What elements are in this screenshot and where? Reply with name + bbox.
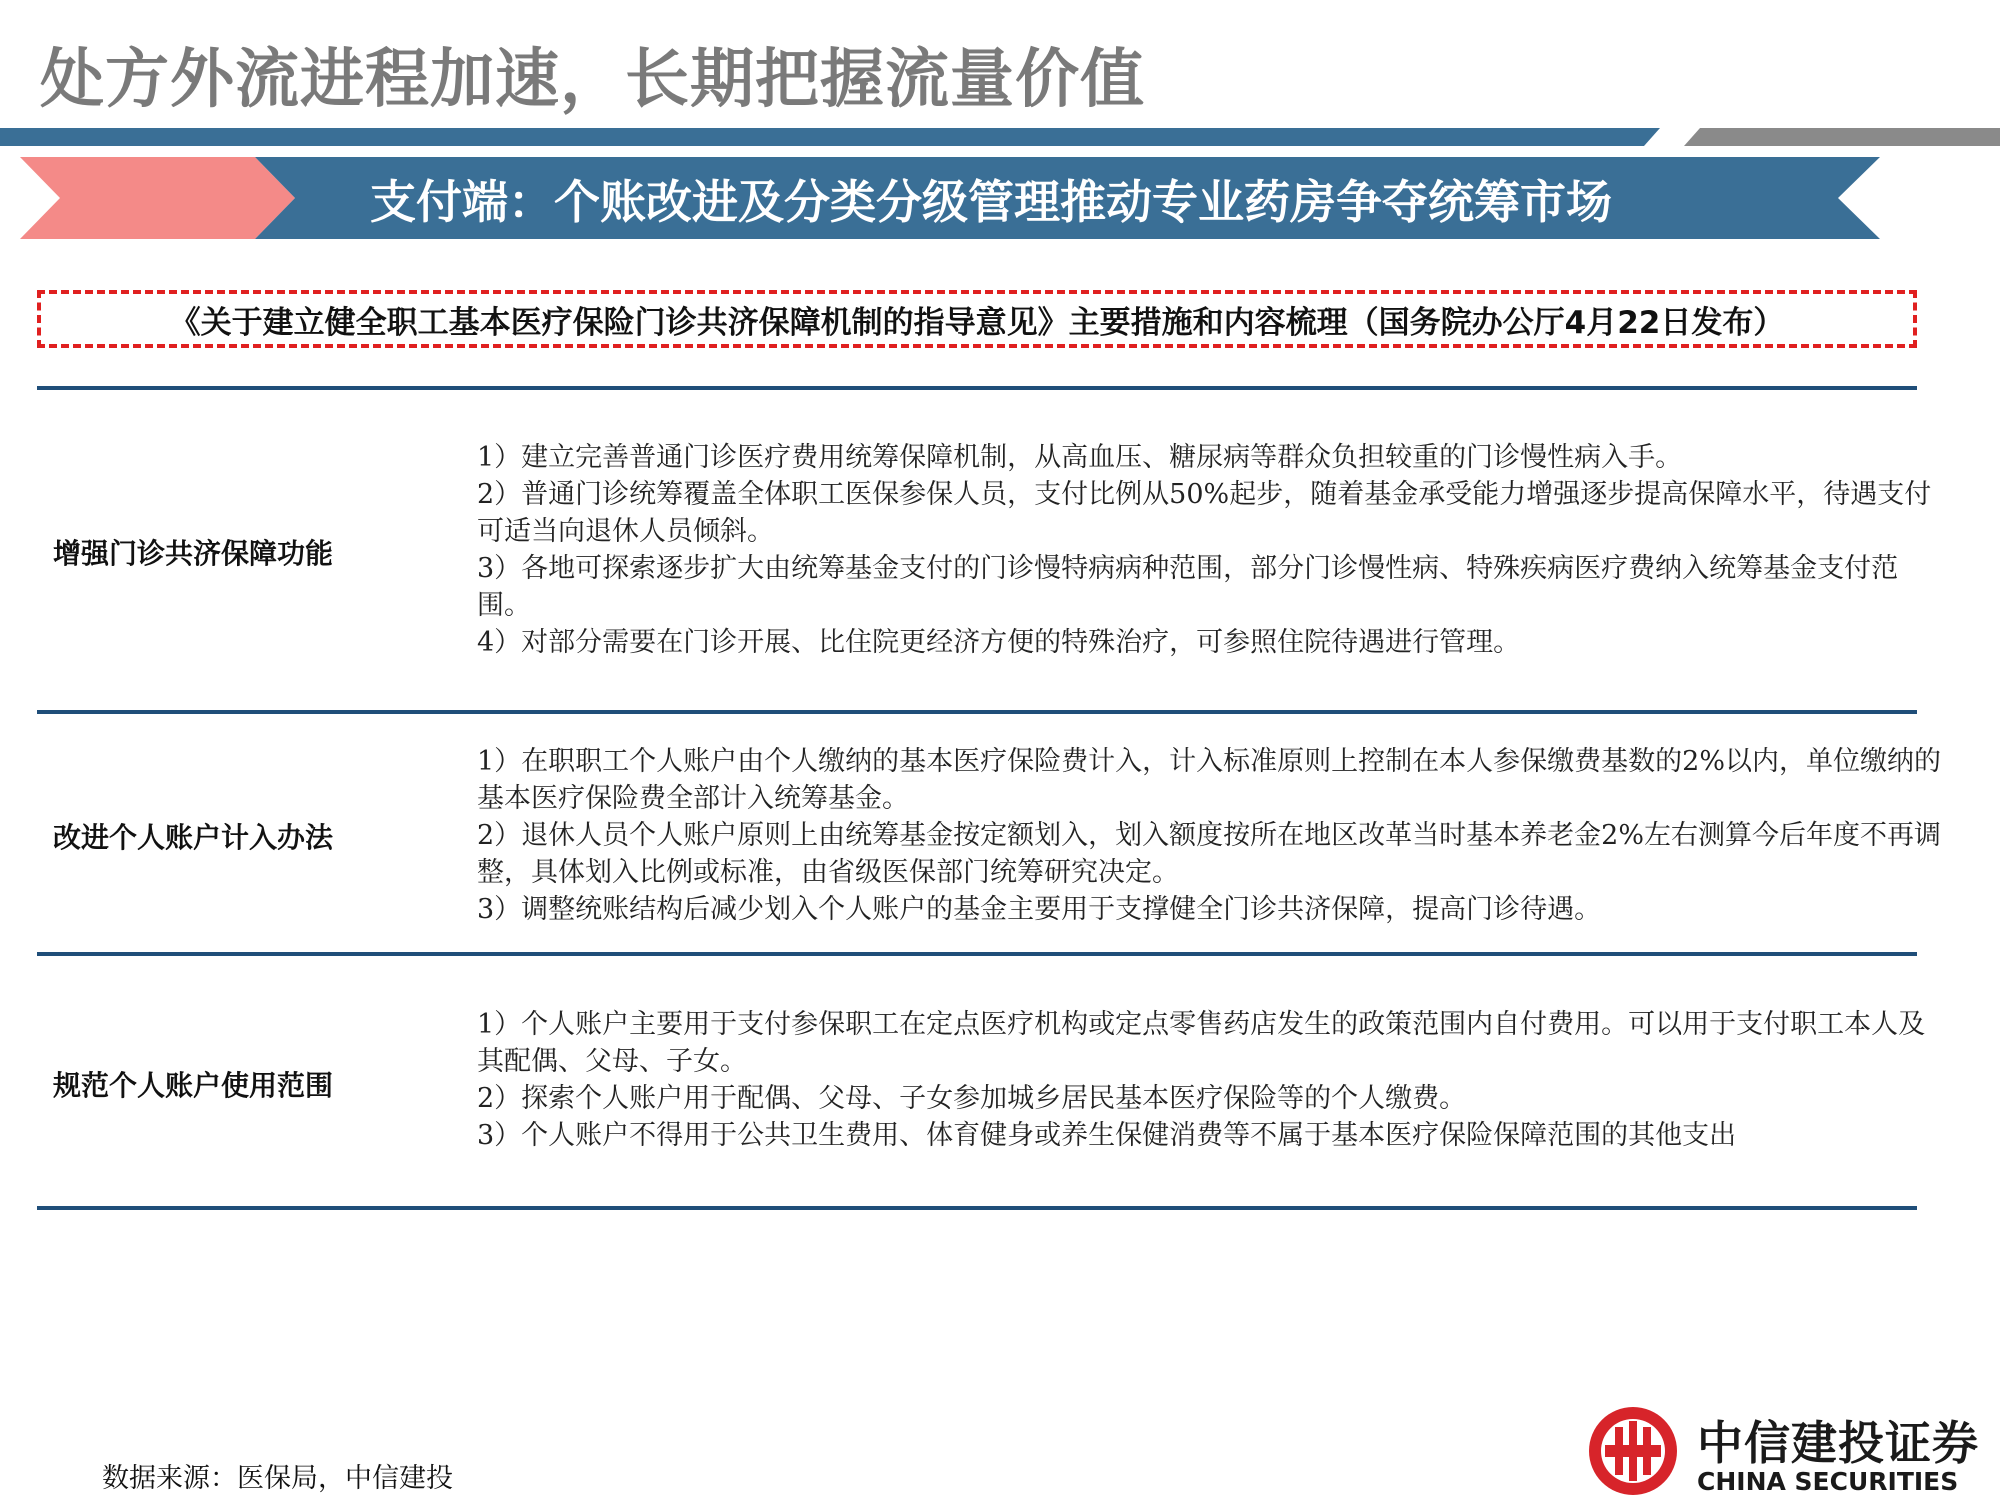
data-source-note: 数据来源：医保局，中信建投 bbox=[102, 1463, 453, 1494]
row-item: 2）退休人员个人账户原则上由统筹基金按定额划入，划入额度按所在地区改革当时基本养老金2%左右测算今后年度不再调整，具体划入比例或标准，由省级医保部门统筹研究决定。 bbox=[477, 820, 1942, 888]
row-item: 2）探索个人账户用于配偶、父母、子女参加城乡居民基本医疗保险等的个人缴费。 bbox=[477, 1083, 1467, 1114]
page-title: 处方外流进程加速，长期把握流量价值 bbox=[40, 43, 1145, 117]
title-divider bbox=[0, 128, 2000, 150]
document-title-box bbox=[37, 290, 1917, 348]
logo-name-en: CHINA SECURITIES bbox=[1697, 1467, 1959, 1496]
company-logo bbox=[1585, 1405, 1995, 1497]
row-item: 3）调整统账结构后减少划入个人账户的基金主要用于支撑健全门诊共济保障，提高门诊待遇。 bbox=[477, 894, 1602, 925]
citic-logo-icon bbox=[1585, 1405, 1681, 1497]
section-banner-text: 支付端：个账改进及分类分级管理推动专业药房争夺统筹市场 bbox=[370, 175, 1612, 229]
table-row bbox=[37, 956, 1926, 1206]
row-item: 4）对部分需要在门诊开展、比住院更经济方便的特殊治疗，可参照住院待遇进行管理。 bbox=[477, 627, 1521, 658]
row-item: 2）普通门诊统筹覆盖全体职工医保参保人员，支付比例从50%起步，随着基金承受能力增强逐步提高保障水平，待遇支付可适当向退休人员倾斜。 bbox=[477, 479, 1932, 547]
table-row bbox=[37, 714, 1942, 952]
row-content bbox=[477, 439, 1949, 661]
row-label: 改进个人账户计入办法 bbox=[53, 821, 334, 854]
row-content bbox=[477, 743, 1949, 928]
row-content bbox=[477, 1006, 1949, 1154]
row-item: 3）个人账户不得用于公共卫生费用、体育健身或养生保健消费等不属于基本医疗保险保障范围的其他支出 bbox=[477, 1120, 1737, 1151]
row-label: 规范个人账户使用范围 bbox=[53, 1069, 334, 1102]
row-item: 1）建立完善普通门诊医疗费用统筹保障机制，从高血压、糖尿病等群众负担较重的门诊慢性病入手。 bbox=[477, 442, 1683, 473]
table-row bbox=[37, 390, 1932, 710]
row-item: 3）各地可探索逐步扩大由统筹基金支付的门诊慢特病病种范围，部分门诊慢性病、特殊疾病医疗费纳入统筹基金支付范围。 bbox=[477, 553, 1899, 621]
row-item: 1）在职职工个人账户由个人缴纳的基本医疗保险费计入，计入标准原则上控制在本人参保缴费基数的2%以内，单位缴纳的基本医疗保险费全部计入统筹基金。 bbox=[477, 746, 1942, 814]
row-label: 增强门诊共济保障功能 bbox=[53, 537, 334, 570]
table-divider bbox=[37, 1206, 1917, 1210]
logo-name-cn: 中信建投证券 bbox=[1697, 1416, 1979, 1470]
row-item: 1）个人账户主要用于支付参保职工在定点医疗机构或定点零售药店发生的政策范围内自付费用。可以用于支付职工本人及其配偶、父母、子女。 bbox=[477, 1009, 1926, 1077]
document-title: 《关于建立健全职工基本医疗保险门诊共济保障机制的指导意见》主要措施和内容梳理（国务院办公厅4月22日发布） bbox=[169, 304, 1785, 341]
